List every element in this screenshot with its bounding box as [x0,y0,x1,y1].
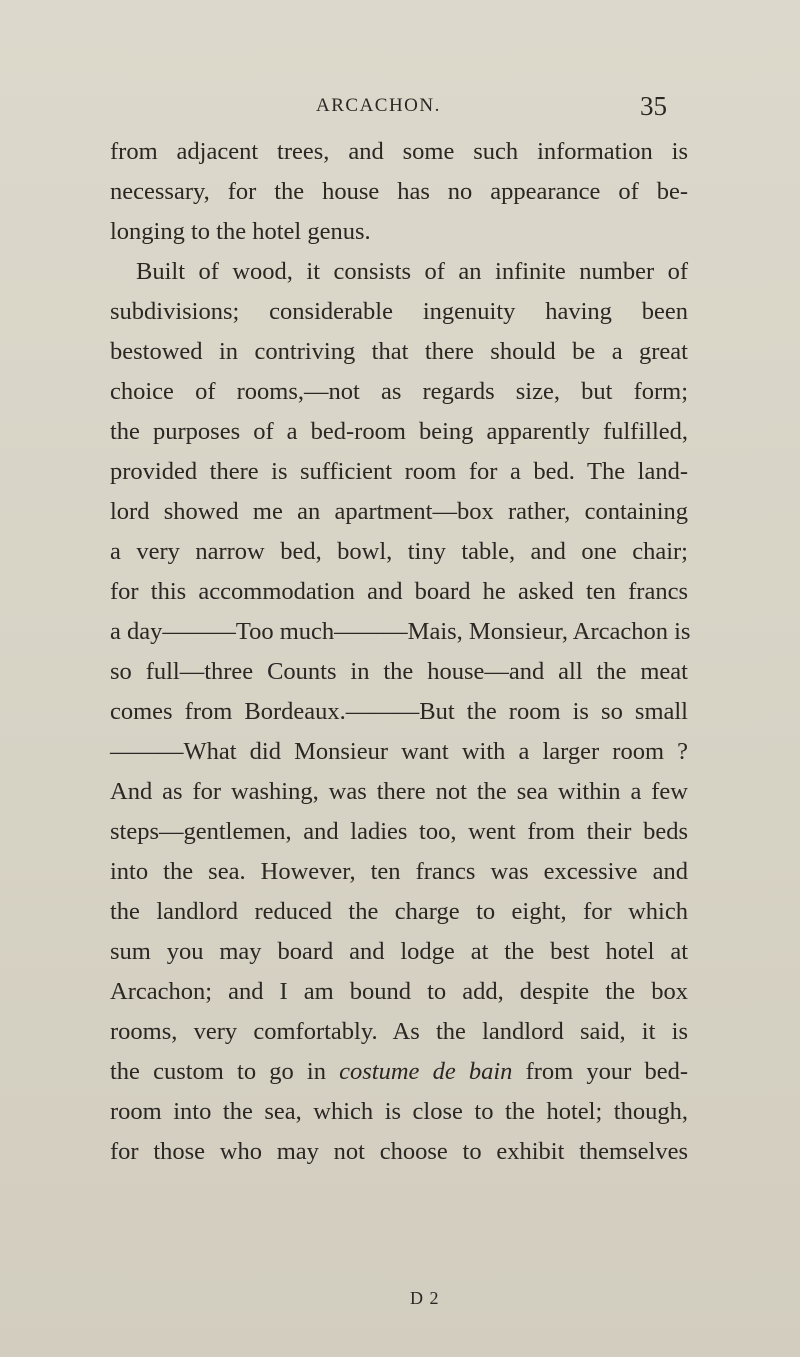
text-line: so full—three Counts in the house—and all the meat [110,658,688,685]
text-line: comes from Bordeaux.———But the room is so small [110,698,688,725]
text-line: choice of rooms,—not as regards size, but form; [110,378,688,405]
text-line-with-italic [110,1055,688,1089]
text-line: bestowed in contriving that there should be a great [110,338,688,365]
text-segment: the custom to go in [110,1058,326,1085]
page-number: 35 [640,91,667,121]
text-line: steps—gentlemen, and ladies too, went from their beds [110,818,688,845]
italic-phrase: costume de bain [339,1058,513,1085]
text-line: provided there is sufficient room for a bed. The land- [110,458,688,485]
text-line: into the sea. However, ten francs was excessive and [110,858,688,885]
text-line: longing to the hotel genus. [110,218,371,245]
text-line: a very narrow bed, bowl, tiny table, and one chair; [110,538,688,565]
text-line: ———What did Monsieur want with a larger room ? [110,738,688,765]
running-head [0,86,800,126]
text-line: a day———Too much———Mais, Monsieur, Arcachon is [110,618,691,645]
text-line: lord showed me an apartment—box rather, containing [110,498,688,525]
text-line: necessary, for the house has no appearance of be- [110,178,688,205]
text-segment: from your bed- [525,1058,689,1085]
text-line: Built of wood, it consists of an infinite number of [136,258,688,285]
text-line: Arcachon; and I am bound to add, despite the box [110,978,688,1005]
signature-mark: D 2 [410,1288,440,1308]
text-line: for those who may not choose to exhibit themselves [110,1138,688,1165]
text-line: from adjacent trees, and some such information is [110,138,688,165]
text-line: room into the sea, which is close to the hotel; though, [110,1098,688,1125]
text-line: for this accommodation and board he asked ten francs [110,578,688,605]
text-line: the purposes of a bed-room being apparently fulfilled, [110,418,688,445]
text-line: And as for washing, was there not the sea within a few [110,778,688,805]
running-title: ARCACHON. [316,95,441,116]
text-line: the landlord reduced the charge to eight, for which [110,898,688,925]
text-line: rooms, very comfortably. As the landlord said, it is [110,1018,688,1045]
text-line: subdivisions; considerable ingenuity having been [110,298,688,325]
text-line: sum you may board and lodge at the best hotel at [110,938,688,965]
